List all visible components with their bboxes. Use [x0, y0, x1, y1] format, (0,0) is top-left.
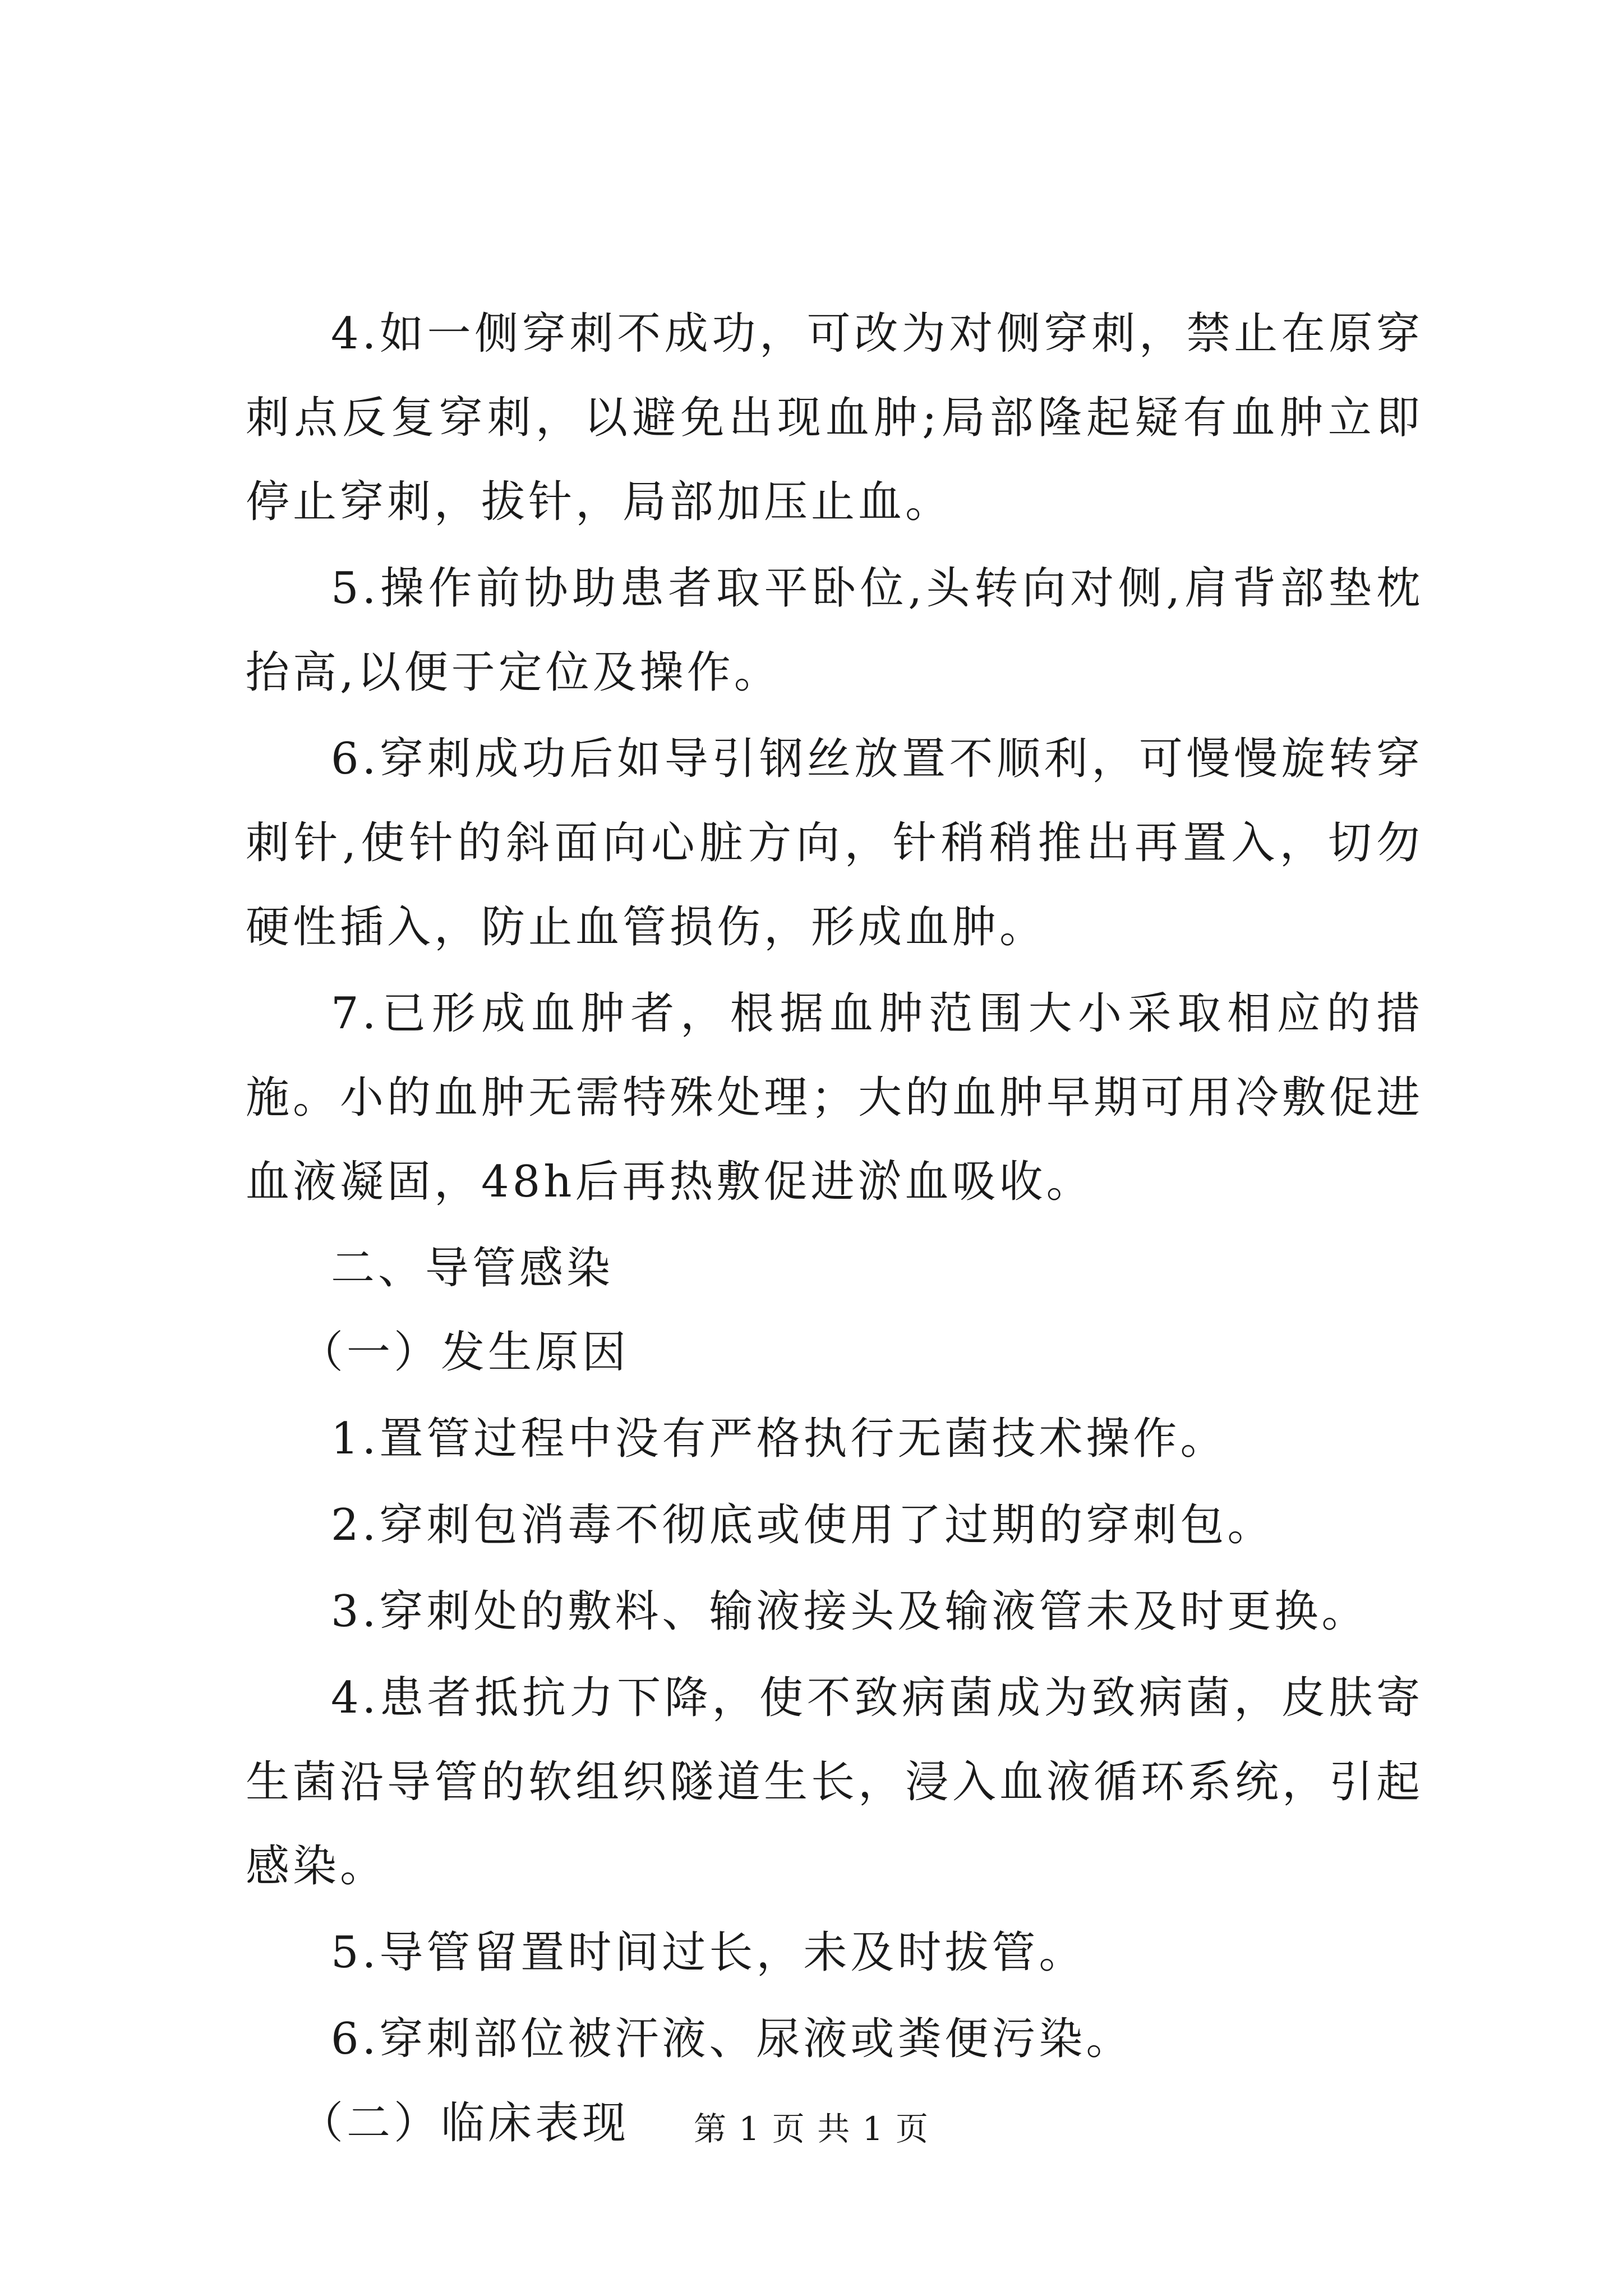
cause-item-1: 1.置管过程中没有严格执行无菌技术操作。	[331, 1414, 1228, 1464]
paragraph-item-7: 7.已形成血肿者，根据血肿范围大小采取相应的措施。小的血肿无需特殊处理；大的血肿早期可用冷敷促进血液凝固，48h后再热敷促进淤血吸收。	[246, 988, 1424, 1207]
subheading-causes: （一）发生原因	[299, 1327, 630, 1378]
paragraph-item-4: 4.如一侧穿刺不成功，可改为对侧穿刺，禁止在原穿刺点反复穿刺，以避免出现血肿;局部隆起疑有血肿立即停止穿刺，拔针，局部加压止血。	[246, 309, 1423, 527]
paragraph-item-6: 6.穿刺成功后如导引钢丝放置不顺利，可慢慢旋转穿刺针,使针的斜面向心脏方向，针稍稍推出再置入，切勿硬性插入，防止血管损伤，形成血肿。	[246, 734, 1423, 953]
cause-item-3: 3.穿刺处的敷料、输液接头及输液管未及时更换。	[331, 1586, 1369, 1637]
cause-item-4: 4.患者抵抗力下降，使不致病菌成为致病菌，皮肤寄生菌沿导管的软组织隧道生长，浸入血液循环系统，引起感染。	[246, 1673, 1424, 1892]
paragraph-item-5: 5.操作前协助患者取平卧位,头转向对侧,肩背部垫枕抬高,以便于定位及操作。	[246, 563, 1423, 698]
page-footer: 第 1 页 共 1 页	[694, 2110, 929, 2148]
subheading-clinical-manifestations: （二）临床表现	[299, 2098, 630, 2148]
document-body	[246, 292, 1423, 2165]
cause-item-2: 2.穿刺包消毒不彻底或使用了过期的穿刺包。	[331, 1500, 1275, 1550]
section-heading-catheter-infection: 二、导管感染	[331, 1243, 614, 1294]
cause-item-6: 6.穿刺部位被汗液、尿液或粪便污染。	[331, 2014, 1133, 2064]
cause-item-5: 5.导管留置时间过长，未及时拔管。	[331, 1927, 1086, 1978]
